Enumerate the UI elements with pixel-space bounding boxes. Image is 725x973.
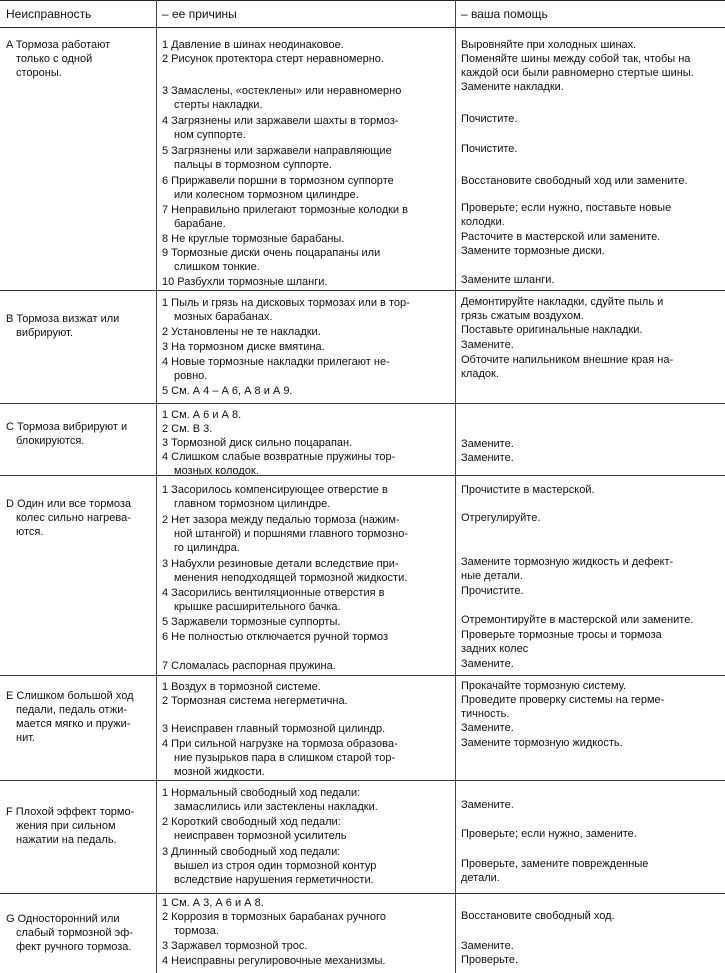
cause-g: тормоза. <box>174 925 219 937</box>
header-causes: – ее причины <box>162 7 237 21</box>
help-a: Почистите. <box>461 113 518 125</box>
cause-a: 6 Приржавели поршни в тормозном суппорте <box>162 175 394 187</box>
cause-e: 1 Воздух в тормозной системе. <box>162 681 321 693</box>
help-e: тичность. <box>461 708 510 720</box>
header-help: – ваша помощь <box>461 7 548 21</box>
cause-a: стерты накладки. <box>174 99 263 111</box>
row-divider <box>0 290 725 291</box>
row-divider <box>0 780 725 781</box>
cause-d: 4 Засорились вентиляционные отверстия в <box>162 587 385 599</box>
help-f: детали. <box>461 872 500 884</box>
cause-f: 3 Длинный свободный ход педали: <box>162 846 341 858</box>
help-d: Замените. <box>461 658 514 670</box>
cause-b: 3 На тормозном диске вмятина. <box>162 341 325 353</box>
fault-e-line: нит. <box>16 732 36 744</box>
help-g: Замените. <box>461 940 514 952</box>
cause-b: 2 Установлены не те накладки. <box>162 326 321 338</box>
cause-e: 3 Неисправен главный тормозной цилиндр. <box>162 723 386 735</box>
cause-e: мозной жидкости. <box>174 766 265 778</box>
help-c: Замените. <box>461 452 514 464</box>
cause-f: вышел из строя один тормозной контур <box>174 860 377 872</box>
cause-f: вследствие нарушения герметичности. <box>174 874 374 886</box>
table-header <box>0 0 725 28</box>
help-a: Расточите в мастерской или замените. <box>461 231 661 243</box>
cause-d: главном тормозном цилиндре. <box>174 498 331 510</box>
help-b: грязь сжатым воздухом. <box>461 310 584 322</box>
help-a: Проверьте; если нужно, поставьте новые <box>461 202 672 214</box>
cause-d: 2 Нет зазора между педалью тормоза (нажим- <box>162 514 400 526</box>
fault-f-line: нажатии на педаль. <box>16 834 117 846</box>
cause-a: ном суппорте. <box>174 129 246 141</box>
help-a: Замените тормозные диски. <box>461 245 605 257</box>
cause-a: слишком тонкие. <box>174 261 260 273</box>
cause-b: 5 См. А 4 – А 6, А 8 и А 9. <box>162 385 293 397</box>
column-divider <box>156 0 157 973</box>
fault-a-line: A Тормоза работают <box>6 39 111 51</box>
cause-a: 2 Рисунок протектора стерт неравномерно. <box>162 53 384 65</box>
help-d: Прочистите. <box>461 585 524 597</box>
cause-f: 2 Короткий свободный ход педали: <box>162 816 341 828</box>
cause-c: 3 Тормозной диск сильно поцарапан. <box>162 437 353 449</box>
fault-e-line: мается мягко и пружи- <box>16 718 131 730</box>
cause-d: 5 Заржавели тормозные суппорты. <box>162 616 341 628</box>
help-b: Обточите напильником внешние края на- <box>461 354 674 366</box>
help-f: Проверьте, замените поврежденные <box>461 858 649 870</box>
cause-a: 3 Замаслены, «остеклены» или неравномерно <box>162 85 402 97</box>
cause-a: пальцы в тормозном суппорте. <box>174 159 332 171</box>
row-divider <box>0 675 725 676</box>
cause-e: 4 При сильной нагрузке на тормоза образова- <box>162 738 398 750</box>
fault-g-line: G Односторонний или <box>6 913 120 925</box>
help-d: задних колес <box>461 643 529 655</box>
row-divider <box>0 475 725 476</box>
cause-a: или колесном тормозном цилиндре. <box>174 189 359 201</box>
fault-b-line: B Тормоза визжат или <box>6 313 120 325</box>
help-d: Замените тормозную жидкость и дефект- <box>461 556 674 568</box>
help-a: колодки. <box>461 216 505 228</box>
fault-c-line: блокируются. <box>16 435 85 447</box>
fault-f-line: F Плохой эффект тормо- <box>6 806 135 818</box>
help-d: Отремонтируйте в мастерской или замените. <box>461 614 694 626</box>
cause-a: 5 Загрязнены или заржавели направляющие <box>162 145 392 157</box>
help-g: Восстановите свободный ход. <box>461 910 615 922</box>
fault-g-line: слабый тормозной эф- <box>16 927 133 939</box>
help-a: Почистите. <box>461 143 518 155</box>
help-b: Замените. <box>461 339 514 351</box>
cause-f: неисправен тормозной усилитель <box>174 830 347 842</box>
help-d: ные детали. <box>461 570 523 582</box>
cause-c: 1 См. А 6 и А 8. <box>162 409 242 421</box>
cause-f: замаслились или застеклены накладки. <box>174 801 378 813</box>
help-b: Поставьте оригинальные накладки. <box>461 324 643 336</box>
cause-d: 7 Сломалась распорная пружина. <box>162 660 336 672</box>
cause-f: 1 Нормальный свободный ход педали: <box>162 787 361 799</box>
fault-d-line: ются. <box>16 526 44 538</box>
cause-a: 10 Разбухли тормозные шланги. <box>162 276 328 288</box>
cause-e: 2 Тормозная система негерметична. <box>162 695 348 707</box>
cause-a: барабане. <box>174 218 226 230</box>
cause-d: 1 Засорилось компенсирующее отверстие в <box>162 484 388 496</box>
cause-c: 2 См. В 3. <box>162 423 213 435</box>
cause-g: 4 Неисправны регулировочные механизмы. <box>162 955 386 967</box>
help-c: Замените. <box>461 438 514 450</box>
help-b: кладок. <box>461 368 499 380</box>
cause-b: ровно. <box>174 370 208 382</box>
cause-e: ние пузырьков пара в слишком старой тор- <box>174 752 396 764</box>
cause-b: мозных барабанах. <box>174 311 273 323</box>
fault-a-line: только с одной <box>16 53 93 65</box>
fault-e-line: E Слишком большой ход <box>6 690 134 702</box>
help-b: Демонтируйте накладки, сдуйте пыль и <box>461 296 664 308</box>
help-d: Отрегулируйте. <box>461 512 541 524</box>
cause-b: 1 Пыль и грязь на дисковых тормозах или в тор- <box>162 297 410 309</box>
fault-c-line: C Тормоза вибрируют и <box>6 421 128 433</box>
help-a: каждой оси были равномерно стертые шины. <box>461 67 694 79</box>
cause-d: ной штангой) и поршнями главного тормозно- <box>174 528 408 540</box>
cause-g: 3 Заржавел тормозной трос. <box>162 940 308 952</box>
cause-d: го цилиндра. <box>174 542 240 554</box>
help-a: Восстановите свободный ход или замените. <box>461 175 688 187</box>
fault-g-line: фект ручного тормоза. <box>16 941 132 953</box>
cause-c: мозных колодок. <box>174 465 259 477</box>
fault-d-line: колес сильно нагрева- <box>16 512 131 524</box>
cause-a: 8 Не круглые тормозные барабаны. <box>162 233 345 245</box>
cause-c: 4 Слишком слабые возвратные пружины тор- <box>162 451 396 463</box>
cause-a: 9 Тормозные диски очень поцарапаны или <box>162 247 381 259</box>
help-e: Замените тормозную жидкость. <box>461 737 623 749</box>
help-a: Замените шланги. <box>461 274 555 286</box>
fault-a-line: стороны. <box>16 67 62 79</box>
fault-d-line: D Один или все тормоза <box>6 498 132 510</box>
cause-d: крышке расширительного бачка. <box>174 601 341 613</box>
cause-b: 4 Новые тормозные накладки прилегают не- <box>162 356 390 368</box>
cause-a: 4 Загрязнены или заржавели шахты в тормоз- <box>162 115 399 127</box>
help-e: Проведите проверку системы на герме- <box>461 694 665 706</box>
help-e: Прокачайте тормозную систему. <box>461 680 627 692</box>
column-divider <box>455 0 456 973</box>
help-a: Поменяйте шины между собой так, чтобы на <box>461 53 691 65</box>
row-divider <box>0 403 725 404</box>
cause-d: 6 Не полностью отключается ручной тормоз <box>162 631 388 643</box>
help-f: Проверьте; если нужно, замените. <box>461 828 637 840</box>
cause-g: 2 Коррозия в тормозных барабанах ручного <box>162 911 386 923</box>
help-d: Проверьте тормозные тросы и тормоза <box>461 629 662 641</box>
row-divider <box>0 893 725 894</box>
cause-d: менения неподходящей тормозной жидкости. <box>174 572 408 584</box>
fault-e-line: педали, педаль отжи- <box>16 704 128 716</box>
fault-b-line: вибрируют. <box>16 327 73 339</box>
help-g: Проверьте. <box>461 954 519 966</box>
fault-f-line: жения при сильном <box>16 820 116 832</box>
help-d: Прочистите в мастерской. <box>461 484 595 496</box>
cause-a: 7 Неправильно прилегают тормозные колодки в <box>162 204 408 216</box>
cause-d: 3 Набухли резиновые детали вследствие при- <box>162 558 399 570</box>
help-e: Замените. <box>461 722 514 734</box>
help-a: Замените накладки. <box>461 81 564 93</box>
help-a: Выровняйте при холодных шинах. <box>461 39 637 51</box>
help-f: Замените. <box>461 799 514 811</box>
cause-a: 1 Давление в шинах неодинаковое. <box>162 39 344 51</box>
cause-g: 1 См. А 3, А 6 и А 8. <box>162 897 264 909</box>
header-fault: Неисправность <box>6 7 92 21</box>
